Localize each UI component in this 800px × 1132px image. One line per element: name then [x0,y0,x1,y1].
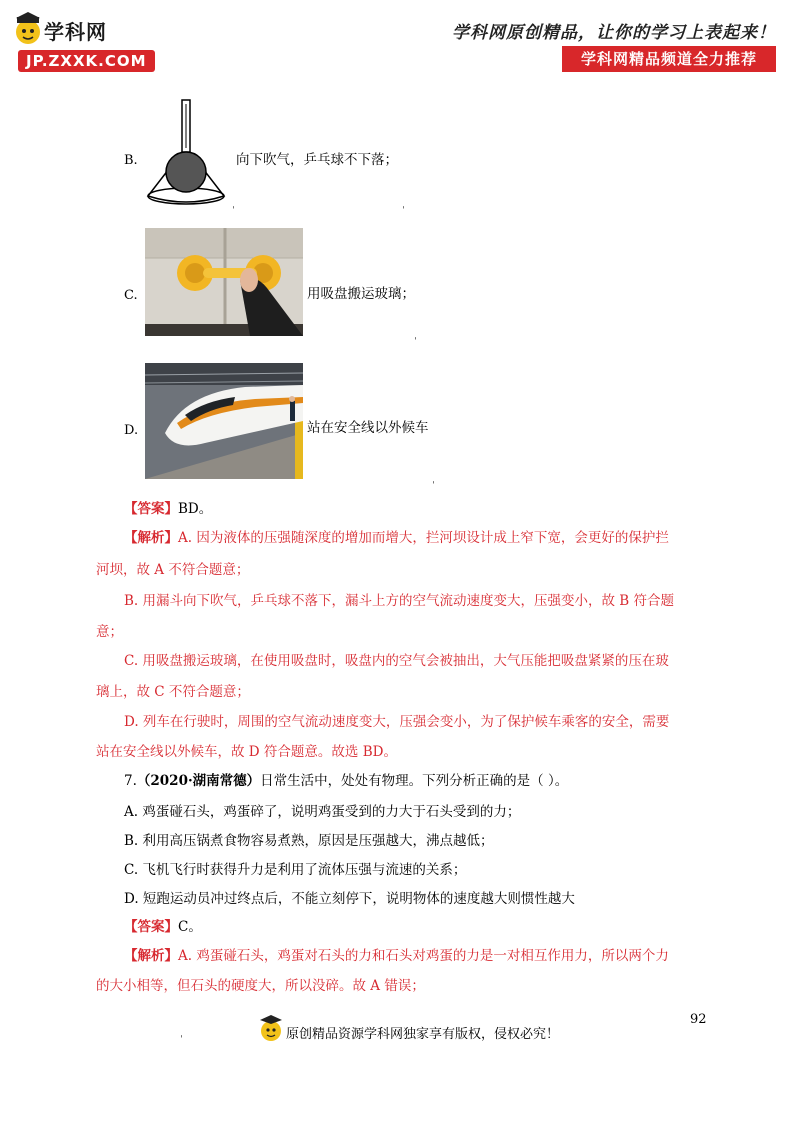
question-7-option-b: B. 利用高压锅煮食物容易煮熟，原因是压强越大，沸点越低； [124,833,494,849]
question-7-stem [124,771,568,791]
analysis-7-line-2: 的大小相等，但石头的硬度大，所以没碎。故 A 错误； [96,978,425,994]
analysis-line-7: D. 列车在行驶时，周围的空气流动速度变大，压强会变小，为了保护候车乘客的安全，需要 [124,714,670,730]
question-7-option-a: A. 鸡蛋碰石头，鸡蛋碎了，说明鸡蛋受到的力大于石头受到的力； [124,804,521,820]
analysis-line-6: 璃上，故 C 不符合题意； [96,684,250,700]
site-logo[interactable] [12,12,162,74]
analysis-line-8: 站在安全线以外候车，故 D 符合题意。故选 BD。 [96,744,397,760]
analysis-line-5: C. 用吸盘搬运玻璃，在使用吸盘时，吸盘内的空气会被抽出，大气压能把吸盘紧紧的压在玻 [124,653,669,669]
header-slogan: 学科网原创精品，让你的学习上表起来！ [452,23,776,43]
answer-line [124,499,212,519]
train-photo [145,363,303,479]
mascot-icon [258,1014,284,1044]
analysis-line-3: B. 用漏斗向下吹气，乒乓球不落下，漏斗上方的空气流动速度变大，压强变小，故 B 符合题 [124,593,675,609]
mascot-icon [12,12,48,48]
option-b-letter: B. [124,153,138,168]
stray-mark: ˌ [432,474,435,485]
analysis-line-2: 河坝，故 A 不符合题意； [96,562,250,578]
answer-text: C。 [178,919,202,935]
question-source: （2020·湖南常德） [136,773,261,789]
analysis-text: A. 因为液体的压强随深度的增加而增大，拦河坝设计成上窄下宽，会更好的保护拦 [178,530,669,546]
stray-mark: ˌ [232,199,235,210]
header-banner: 学科网精品频道全力推荐 [562,46,776,72]
stray-mark: ˌ [402,199,405,210]
answer-label: 【答案】 [124,501,178,517]
analysis-label: 【解析】 [124,530,178,546]
question-7-option-d: D. 短跑运动员冲过终点后，不能立刻停下，说明物体的速度越大则惯性越大 [124,891,575,907]
analysis-7-line-1 [124,946,669,966]
option-b-text: 向下吹气，乒乓球不下落； [236,152,398,168]
answer-text: BD。 [178,501,213,517]
funnel-diagram [140,96,236,212]
page-number: 92 [690,1012,707,1027]
answer-label: 【答案】 [124,919,178,935]
logo-url: JP.ZXXK.COM [18,50,155,72]
stray-mark: ˌ [414,330,417,341]
analysis-label: 【解析】 [124,948,178,964]
stray-mark: ˌ [180,1028,183,1039]
analysis-line-1 [124,528,669,548]
option-c-text: 用吸盘搬运玻璃； [307,286,415,302]
question-stem: 日常生活中，处处有物理。下列分析正确的是（ ）。 [260,773,569,789]
analysis-text: A. 鸡蛋碰石头，鸡蛋对石头的力和石头对鸡蛋的力是一对相互作用力，所以两个力 [178,948,669,964]
logo-text: 学科网 [44,20,107,44]
analysis-line-4: 意； [96,624,123,640]
option-d-letter: D. [124,423,139,438]
suction-cup-photo [145,228,303,336]
question-7-option-c: C. 飞机飞行时获得升力是利用了流体压强与流速的关系； [124,862,467,878]
option-c-letter: C. [124,288,138,303]
option-d-text: 站在安全线以外候车 [307,420,429,436]
answer-7-line [124,917,202,937]
footer-copyright: 原创精品资源学科网独家享有版权，侵权必究！ [286,1027,560,1042]
question-number: 7. [124,773,137,789]
